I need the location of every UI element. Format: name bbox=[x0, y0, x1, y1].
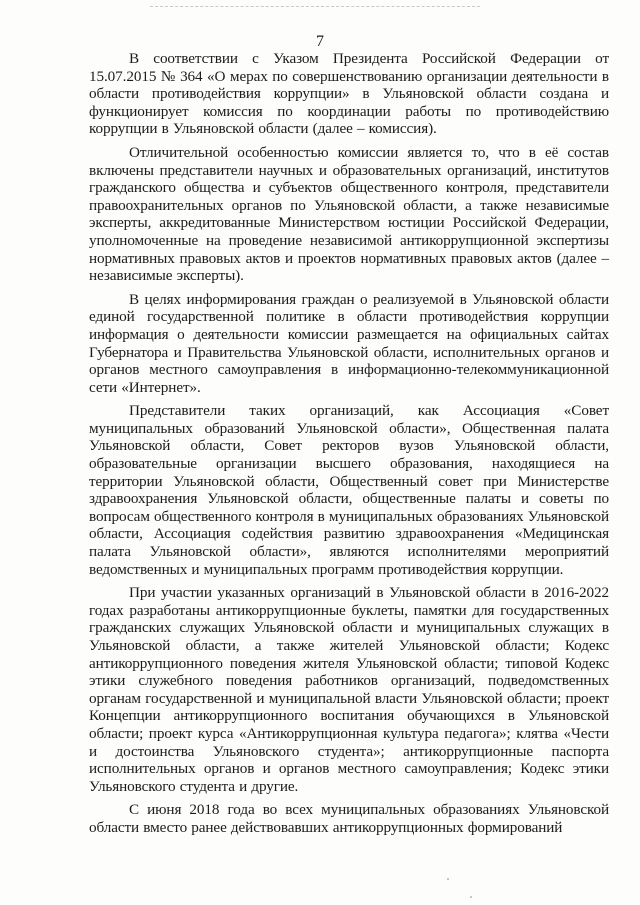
page-number: 7 bbox=[316, 33, 324, 50]
body-text bbox=[89, 50, 609, 843]
scan-speck bbox=[447, 878, 449, 880]
paragraph-organization-representatives: Представители таких организаций, как Ассоциация «Совет муниципальных образований Ульяновской области», Общественная палата Ульяновской области, Совет ректоров вузов Ульяновской области, образовательные организации высшего образования, находящиеся на территории Ульяновской области, Общественный совет при Министерстве здравоохранения Ульяновской области, общественные палаты и советы по вопросам общественного контроля в муниципальных образованиях Ульяновской области, Ассоциация содействия развитию здравоохранения «Медицинская палата Ульяновской области», являются исполнителями мероприятий ведомственных и муниципальных программ противодействия коррупции. bbox=[89, 402, 609, 578]
scan-artifact-line bbox=[150, 6, 480, 8]
paragraph-since-june-2018: С июня 2018 года во всех муниципальных образованиях Ульяновской области вместо ранее действовавших антикоррупционных формирований bbox=[89, 801, 609, 836]
paragraph-commission-creation: В соответствии с Указом Президента Российской Федерации от 15.07.2015 № 364 «О мерах по совершенствованию организации деятельности в области противодействия коррупции» в Ульяновской области создана и функционирует комиссия по координации работы по противодействию коррупции в Ульяновской области (далее – комиссия). bbox=[89, 50, 609, 138]
paragraph-public-information: В целях информирования граждан о реализуемой в Ульяновской области единой государственной политике в области противодействия коррупции информация о деятельности комиссии размещается на официальных сайтах Губернатора и Правительства Ульяновской области, исполнительных органов и органов местного самоуправления в информационно-телекоммуникационной сети «Интернет». bbox=[89, 290, 609, 396]
paragraph-developed-materials: При участии указанных организаций в Ульяновской области в 2016-2022 годах разработаны антикоррупционные буклеты, памятки для государственных гражданских служащих Ульяновской области и муниципальных служащих в Ульяновской области, а также жителей Ульяновской области; Кодекс антикоррупционного поведения жителя Ульяновской области; типовой Кодекс этики служебного поведения работников организаций, подведомственных органам государственной и муниципальной власти Ульяновской области; проект Концепции антикоррупционного воспитания обучающихся в Ульяновской области; проект курса «Антикоррупционная культура педагога»; клятва «Чести и достоинства Ульяновского студента»; антикоррупционные паспорта исполнительных органов и органов местного самоуправления; Кодекс этики Ульяновского студента и другие. bbox=[89, 584, 609, 795]
paragraph-commission-composition: Отличительной особенностью комиссии является то, что в её состав включены представители научных и образовательных организаций, институтов гражданского общества и субъектов общественного контроля, представители правоохранительных органов по Ульяновской области, а также независимые эксперты, аккредитованные Министерством юстиции Российской Федерации, уполномоченные на проведение независимой антикоррупционной экспертизы нормативных правовых актов и проектов нормативных правовых актов (далее – независимые эксперты). bbox=[89, 143, 609, 285]
scan-speck bbox=[470, 896, 472, 898]
